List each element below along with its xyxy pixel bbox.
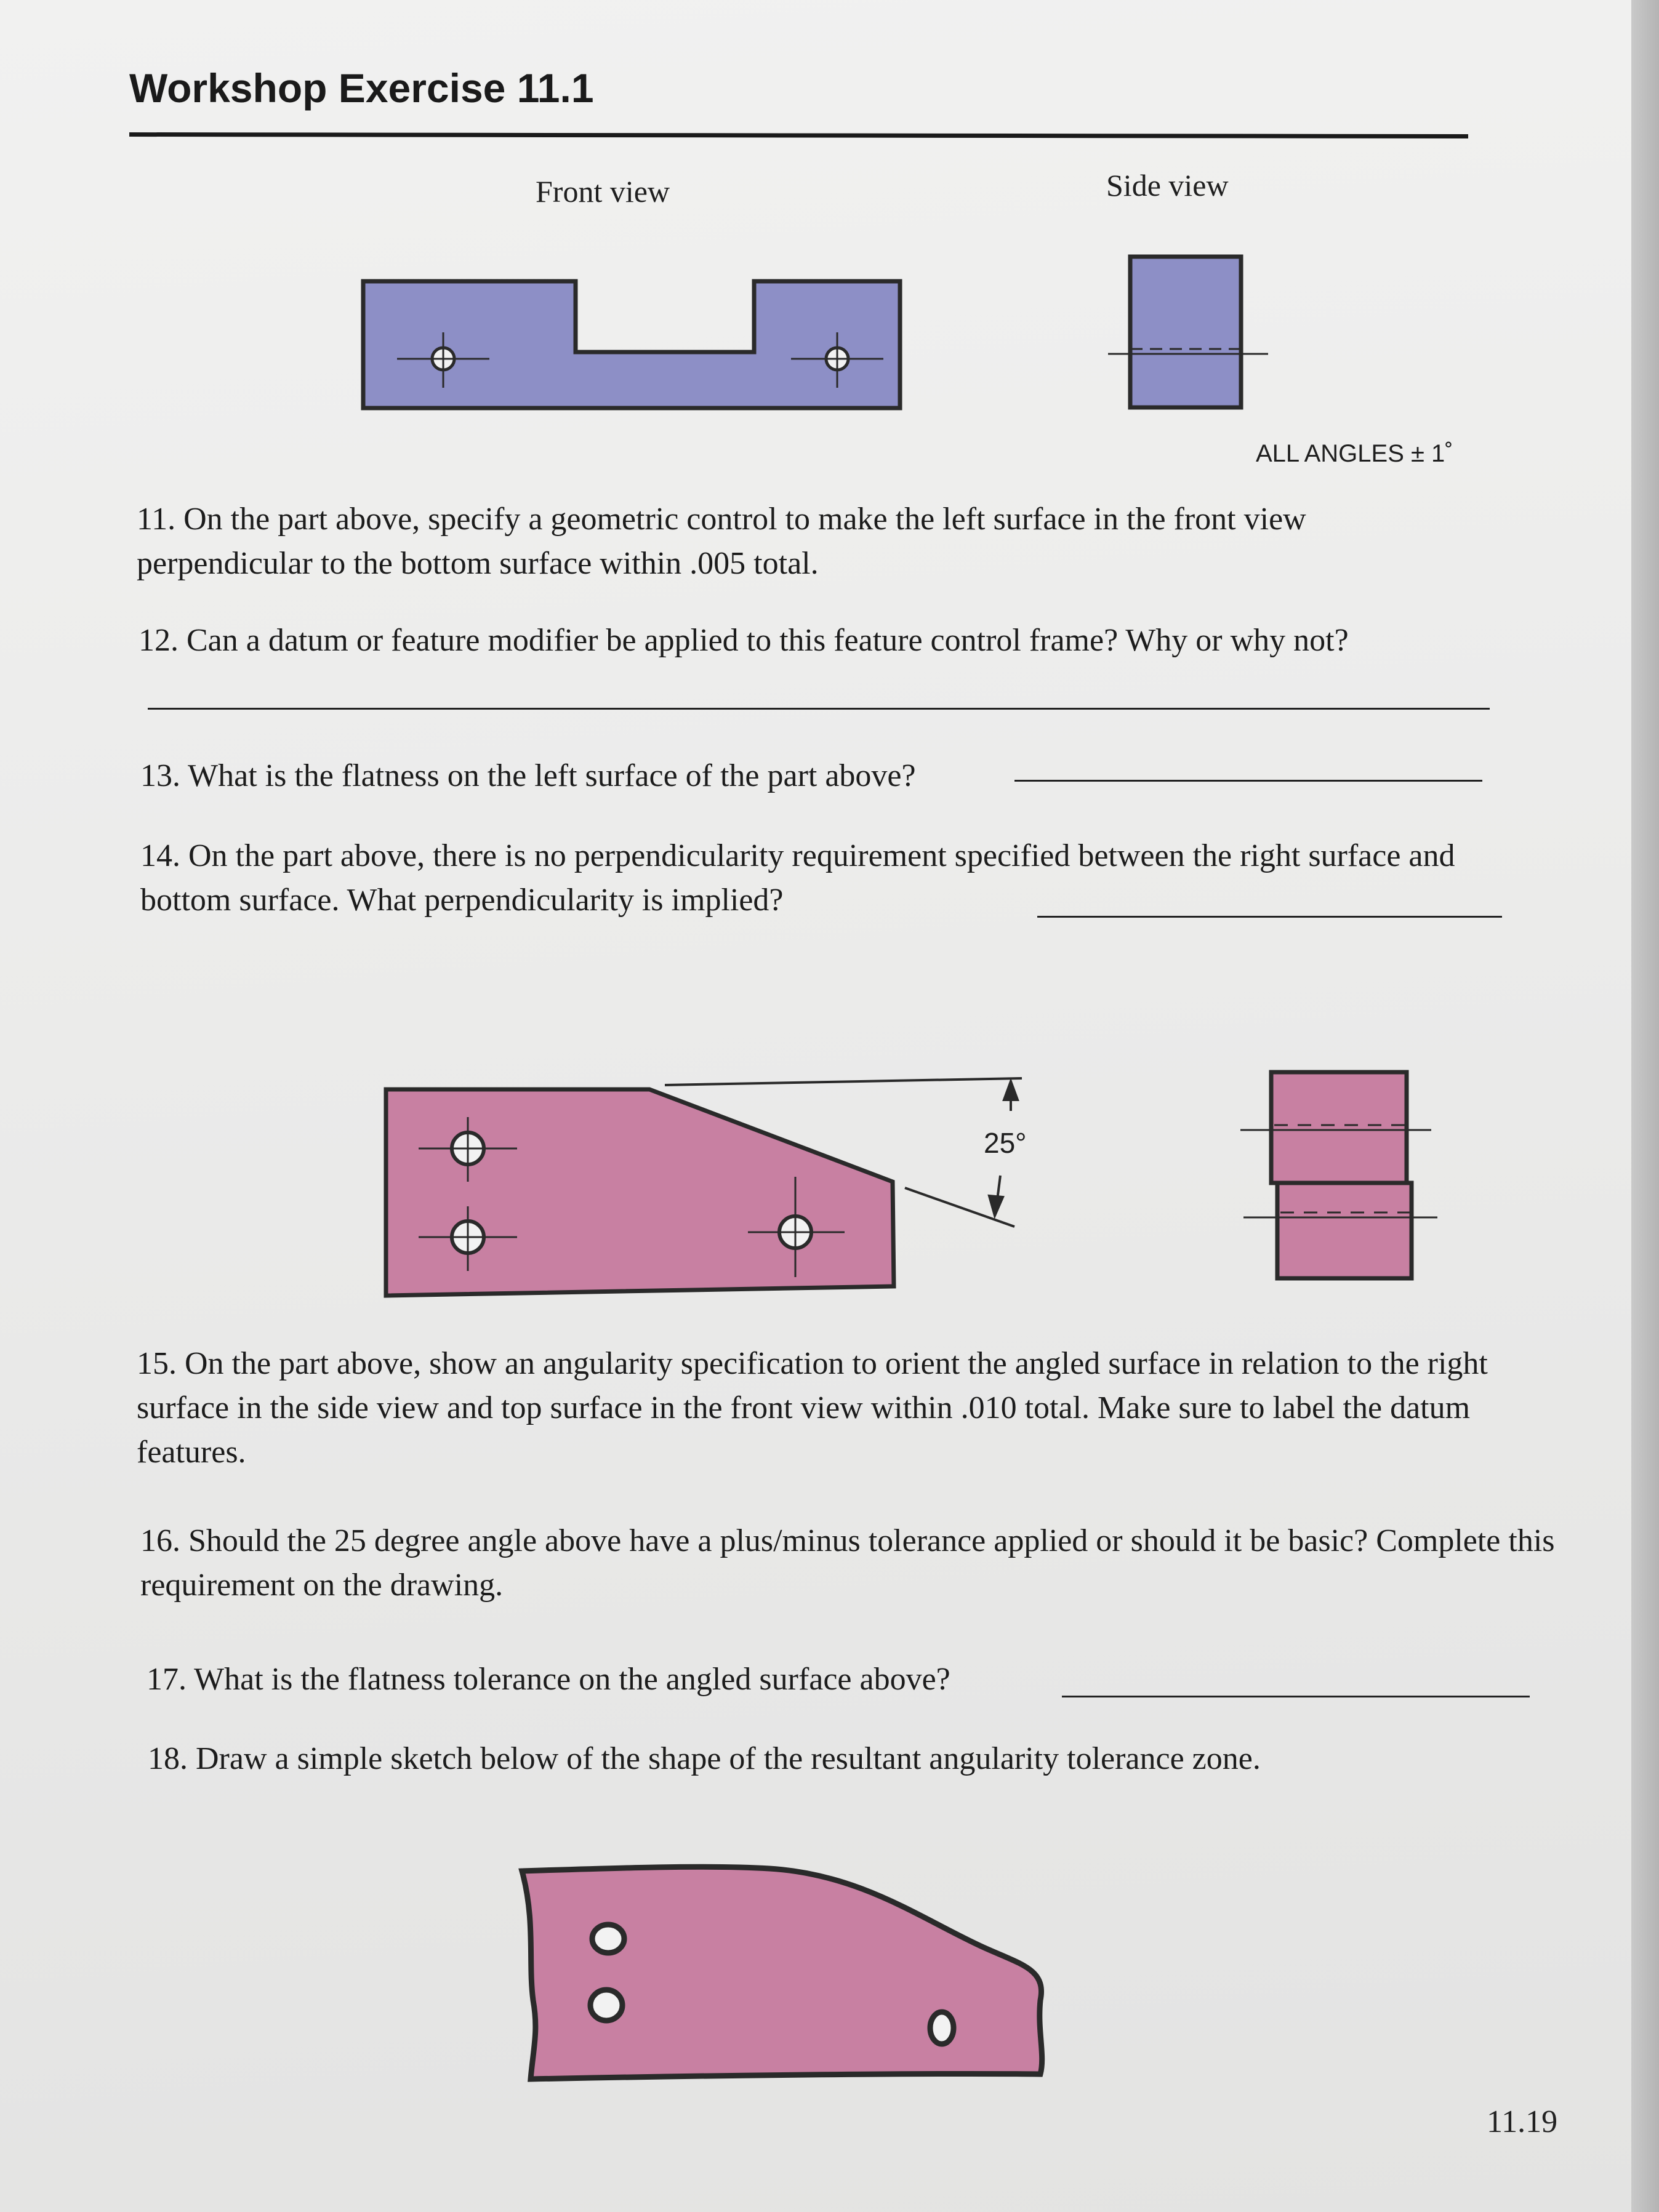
tolerance-zone-sketch [522, 1867, 1042, 2079]
angles-tolerance-note: ALL ANGLES ± 1˚ [1256, 440, 1453, 467]
page-number: 11.19 [1487, 2104, 1558, 2139]
answer-line-13[interactable] [1014, 780, 1482, 782]
sketch-shape [522, 1867, 1042, 2079]
exercise-title: Workshop Exercise 11.1 [129, 65, 594, 111]
angled-part-side-view [1240, 1072, 1437, 1278]
question-15: 15. On the part above, show an angularity specification to orient the angled surface in relation to the right surface in the side view and top surface in the front view within .010 total. Make sure to label the datum features. [137, 1346, 1488, 1470]
question-13: 13. What is the flatness on the left surface of the part above? [140, 758, 916, 793]
answer-line-14[interactable] [1037, 916, 1502, 918]
question-11: 11. On the part above, specify a geometric control to make the left surface in the front view perpendicular to the bottom surface within .005 total. [137, 502, 1306, 581]
side-view-drawing [1108, 257, 1268, 407]
front-view-drawing [363, 281, 900, 408]
question-12: 12. Can a datum or feature modifier be applied to this feature control frame? Why or why not? [139, 623, 1349, 658]
front-view-label: Front view [536, 174, 670, 209]
answer-line-17[interactable] [1062, 1696, 1530, 1697]
angled-part-front-view [386, 1078, 1022, 1296]
question-16: 16. Should the 25 degree angle above have a plus/minus tolerance applied or should it be basic? Complete this requirement on the drawing. [140, 1523, 1555, 1603]
angled-part [386, 1089, 894, 1296]
angle-25-label: 25° [984, 1127, 1027, 1159]
side-view-label: Side view [1106, 168, 1229, 202]
side-view-part [1130, 257, 1241, 407]
question-14: 14. On the part above, there is no perpendicularity requirement specified between the right surface and bottom surface. What perpendicularity is implied? [140, 838, 1455, 918]
answer-line-12[interactable] [148, 708, 1490, 710]
question-18: 18. Draw a simple sketch below of the shape of the resultant angularity tolerance zone. [148, 1741, 1261, 1776]
question-17: 17. What is the flatness tolerance on the angled surface above? [147, 1662, 950, 1697]
